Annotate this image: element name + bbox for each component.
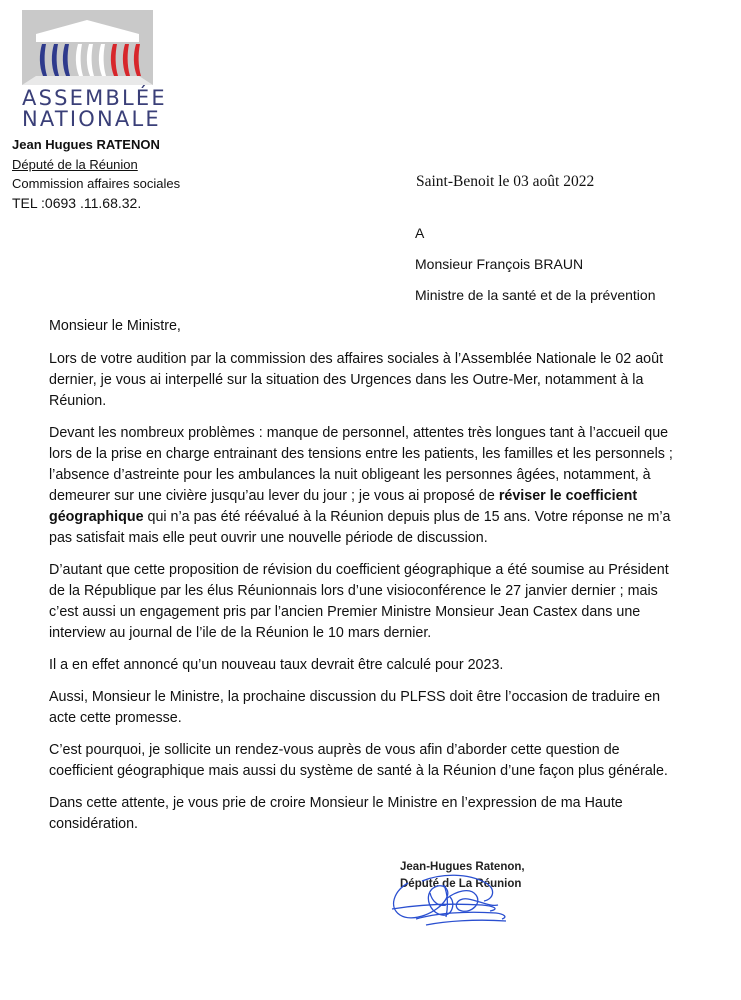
logo-column bbox=[134, 44, 141, 76]
base-step bbox=[22, 76, 153, 85]
salutation: Monsieur le Ministre, bbox=[49, 318, 181, 334]
place-and-date: Saint-Benoit le 03 août 2022 bbox=[416, 173, 595, 190]
p2-line: l’absence d’astreinte pour les ambulances la nuit obligeant les personnes âgées, notamment, à bbox=[49, 467, 651, 483]
p2-line: qui n’a pas été réévalué à la Réunion depuis plus de 15 ans. Votre réponse ne m’a bbox=[143, 509, 671, 525]
p1-line: Lors de votre audition par la commission des affaires sociales à l’Assemblée Nationale le 02 août bbox=[49, 351, 664, 367]
paragraph-5 bbox=[49, 687, 709, 729]
logo-text bbox=[22, 86, 167, 131]
signature-block bbox=[386, 855, 526, 935]
logo-column bbox=[87, 44, 94, 76]
paragraph-6 bbox=[49, 740, 709, 782]
recipient-to: A bbox=[415, 225, 425, 241]
logo-column bbox=[123, 44, 130, 76]
p3-line: interview au journal de l’ile de la Réunion le 10 mars dernier. bbox=[49, 625, 432, 641]
signatory-name: Jean-Hugues Ratenon, bbox=[400, 861, 525, 873]
p1-line: dernier, je vous ai interpellé sur la situation des Urgences dans les Outre-Mer, notamment à la bbox=[49, 372, 644, 388]
p3-line: c’est aussi un engagement pris par l’ancien Premier Ministre Monsieur Jean Castex dans une bbox=[49, 604, 641, 620]
p3-line: D’autant que cette proposition de révision du coefficient géographique a été soumise au Président bbox=[49, 562, 669, 578]
handwritten-signature bbox=[386, 855, 526, 935]
logo-column bbox=[99, 44, 106, 76]
p7-line: considération. bbox=[49, 816, 139, 832]
p2-line: lors de la prise en charge entrainant des tensions entre les patients, les familles et les personnels ; bbox=[49, 446, 673, 462]
p5-line: Aussi, Monsieur le Ministre, la prochaine discussion du PLFSS doit être l’occasion de traduire en bbox=[49, 689, 661, 705]
p2-line: pas satisfait mais elle peut ouvrir une nouvelle période de discussion. bbox=[49, 530, 488, 546]
paragraph-2 bbox=[49, 423, 709, 549]
recipient-name: Monsieur François BRAUN bbox=[415, 256, 584, 272]
logo-column bbox=[76, 44, 83, 76]
entablature bbox=[36, 34, 139, 42]
closing-paragraph bbox=[49, 793, 709, 835]
logo-emblem bbox=[22, 10, 153, 85]
sender-block bbox=[12, 135, 180, 213]
p1-line: Réunion. bbox=[49, 393, 107, 409]
logo-column bbox=[40, 44, 47, 76]
assemblee-nationale-logo bbox=[22, 10, 167, 131]
logo-line-2: NATIONALE bbox=[22, 107, 161, 131]
p5-line: acte cette promesse. bbox=[49, 710, 182, 726]
sender-role: Député de la Réunion bbox=[12, 156, 138, 172]
letter-body bbox=[49, 316, 709, 846]
p3-line: de la République par les élus Réunionnais lors d’une visioconférence le 27 janvier dernier ; mais bbox=[49, 583, 658, 599]
sender-phone: TEL :0693 .11.68.32. bbox=[12, 194, 142, 211]
logo-column bbox=[52, 44, 59, 76]
paragraph-3 bbox=[49, 560, 709, 644]
emphasis-geographique: géographique bbox=[49, 509, 144, 525]
p6-line: coefficient géographique mais aussi du système de santé à la Réunion d’une façon plus générale. bbox=[49, 763, 668, 779]
p7-line: Dans cette attente, je vous prie de croire Monsieur le Ministre en l’expression de ma Haute bbox=[49, 795, 623, 811]
paragraph-4: Il a en effet annoncé qu’un nouveau taux devrait être calculé pour 2023. bbox=[49, 657, 504, 673]
logo-column bbox=[111, 44, 118, 76]
recipient-title: Ministre de la santé et de la prévention bbox=[415, 287, 656, 303]
p6-line: C’est pourquoi, je sollicite un rendez-vous auprès de vous afin d’aborder cette question de bbox=[49, 742, 620, 758]
emphasis-revise-coefficient: réviser le coefficient bbox=[498, 488, 638, 504]
sender-commission: Commission affaires sociales bbox=[12, 176, 181, 191]
logo-line-1: ASSEMBLÉE bbox=[22, 86, 167, 110]
p2-line: demeurer sur une civière jusqu’au lever du jour ; je vous ai proposé de bbox=[49, 488, 499, 504]
sender-name: Jean Hugues RATENON bbox=[12, 137, 160, 152]
palais-bourbon-icon bbox=[22, 10, 153, 85]
paragraph-1 bbox=[49, 349, 709, 412]
logo-column bbox=[63, 44, 70, 76]
signatory-role: Député de La Réunion bbox=[400, 878, 522, 890]
pediment bbox=[36, 20, 139, 34]
p2-line: Devant les nombreux problèmes : manque de personnel, attentes très longues tant à l’accueil que bbox=[49, 425, 669, 441]
